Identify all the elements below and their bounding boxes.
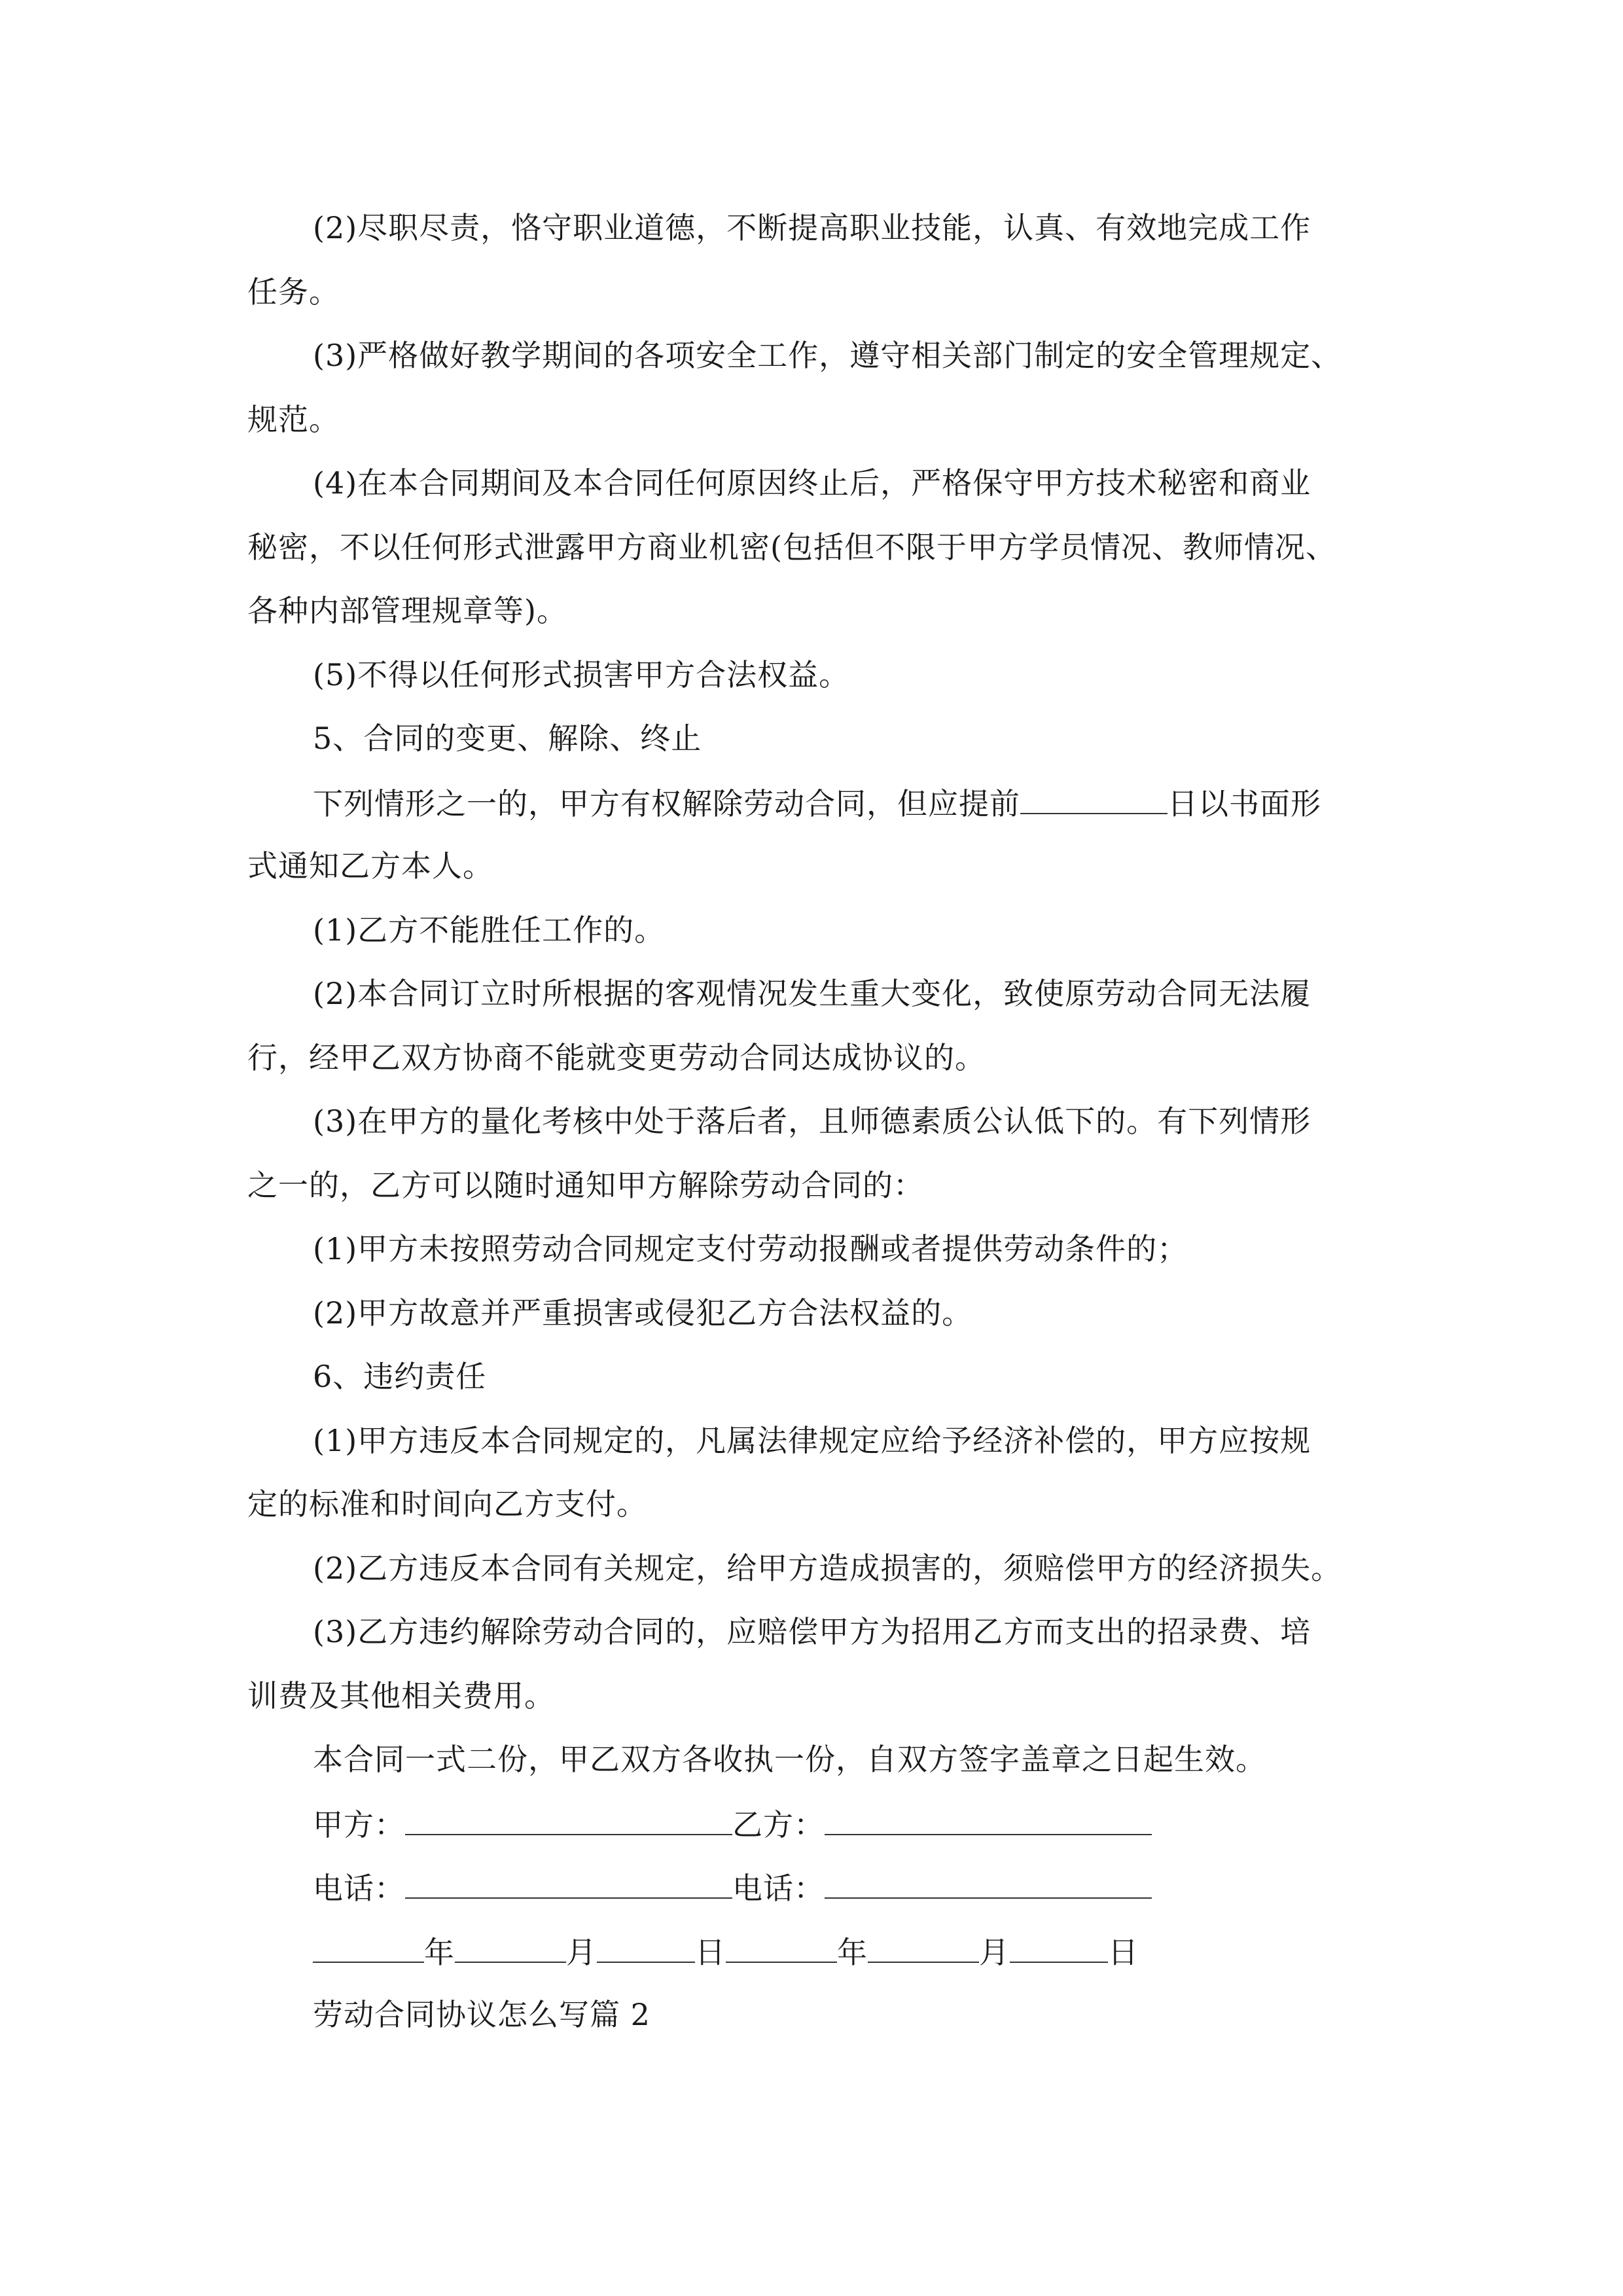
termination-intro-line-2: 式通知乙方本人。 [247,848,493,884]
termination-intro-text-a: 下列情形之一的，甲方有权解除劳动合同，但应提前 [313,786,1020,821]
clause-4-2-line-1: (2)尽职尽责，恪守职业道德，不断提高职业技能，认真、有效地完成工作 [313,210,1311,245]
phone-b-field[interactable] [825,1867,1152,1899]
party-b-label: 乙方： [732,1807,825,1842]
date-a-month-field[interactable] [455,1931,566,1963]
phone-a-label: 电话： [313,1871,405,1906]
party-a-signature-field[interactable] [405,1804,732,1835]
clause-4-3-line-2: 规范。 [247,402,340,437]
days-notice-blank[interactable] [1020,783,1168,814]
date-b-day-label: 日 [1108,1935,1139,1970]
date-b-day-field[interactable] [1010,1931,1108,1963]
liability-item-2: (2)乙方违反本合同有关规定，给甲方造成损害的，须赔偿甲方的经济损失。 [313,1551,1342,1586]
closing-statement: 本合同一式二份，甲乙双方各收执一份，自双方签字盖章之日起生效。 [313,1742,1266,1777]
clause-4-4-line-3: 各种内部管理规章等)。 [247,593,567,628]
termination-item-3-line-2: 之一的，乙方可以随时通知甲方解除劳动合同的： [247,1168,924,1203]
section-6-title: 6、违约责任 [313,1359,487,1394]
party-a-label: 甲方： [313,1807,405,1842]
clause-4-4-line-2: 秘密，不以任何形式泄露甲方商业机密(包括但不限于甲方学员情况、教师情况、 [247,529,1336,565]
phone-b-label: 电话： [732,1871,825,1906]
date-a-month-label: 月 [566,1935,597,1970]
date-b-month-label: 月 [979,1935,1010,1970]
date-a-year-field[interactable] [313,1931,424,1963]
liability-item-1-line-2: 定的标准和时间向乙方支付。 [247,1486,647,1522]
clause-4-3-line-1: (3)严格做好教学期间的各项安全工作，遵守相关部门制定的安全管理规定、 [313,338,1342,373]
party-b-signature-field[interactable] [825,1804,1152,1835]
clause-4-5-line-1: (5)不得以任何形式损害甲方合法权益。 [313,657,850,692]
liability-item-3-line-1: (3)乙方违约解除劳动合同的，应赔偿甲方为招用乙方而支出的招录费、培 [313,1614,1311,1649]
date-b-month-field[interactable] [868,1931,979,1963]
date-a-day-field[interactable] [597,1931,695,1963]
date-row [313,1931,1139,1972]
termination-intro-line-1 [313,783,1321,823]
termination-item-2-line-2: 行，经甲乙双方协商不能就变更劳动合同达成协议的。 [247,1040,986,1075]
resign-item-1: (1)甲方未按照劳动合同规定支付劳动报酬或者提供劳动条件的； [313,1231,1188,1266]
termination-item-2-line-1: (2)本合同订立时所根据的客观情况发生重大变化，致使原劳动合同无法履 [313,976,1311,1011]
clause-4-2-line-2: 任务。 [247,274,340,310]
section-5-title: 5、合同的变更、解除、终止 [313,721,702,756]
date-b-year-label: 年 [837,1935,868,1970]
termination-intro-text-b: 日以书面形 [1168,786,1321,821]
date-a-day-label: 日 [695,1935,726,1970]
liability-item-1-line-1: (1)甲方违反本合同规定的，凡属法律规定应给予经济补偿的，甲方应按规 [313,1423,1311,1458]
phone-a-field[interactable] [405,1867,732,1899]
termination-item-1: (1)乙方不能胜任工作的。 [313,912,666,948]
termination-item-3-line-1: (3)在甲方的量化考核中处于落后者，且师德素质公认低下的。有下列情形 [313,1103,1311,1139]
liability-item-3-line-2: 训费及其他相关费用。 [247,1678,555,1713]
next-section-heading: 劳动合同协议怎么写篇 2 [313,1997,651,2032]
party-signature-row [313,1804,1152,1844]
date-a-year-label: 年 [424,1935,455,1970]
clause-4-4-line-1: (4)在本合同期间及本合同任何原因终止后，严格保守甲方技术秘密和商业 [313,465,1311,501]
date-b-year-field[interactable] [726,1931,837,1963]
phone-row [313,1867,1152,1908]
resign-item-2: (2)甲方故意并严重损害或侵犯乙方合法权益的。 [313,1295,973,1331]
